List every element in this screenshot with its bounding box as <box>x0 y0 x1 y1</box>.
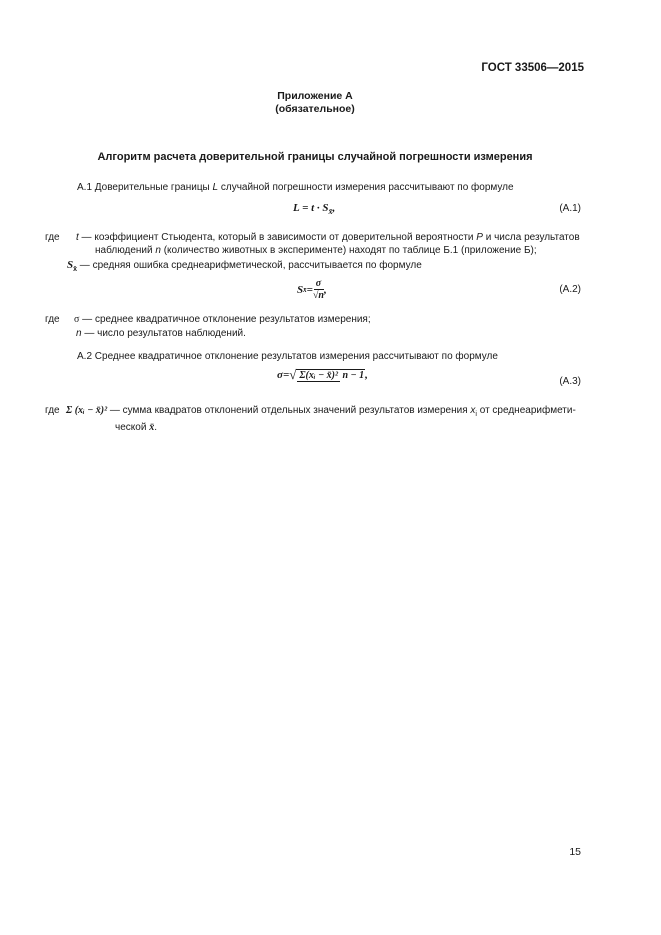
definition-t-text-d: (количество животных в эксперименте) находят по таблице Б.1 (приложение Б); <box>160 245 537 256</box>
definition-s-dash: — <box>77 260 93 271</box>
definition-sum-line1 <box>66 404 591 421</box>
definition-t-symbol: t <box>76 232 79 243</box>
definition-sum-text-d: . <box>154 422 157 433</box>
definition-t-dash: — <box>78 232 95 243</box>
paragraph-a2: А.2 Среднее квадратичное отклонение результатов измерения рассчитывают по формуле <box>77 351 498 362</box>
definition-sigma-dash: — <box>79 314 95 325</box>
definition-sigma-symbol: σ <box>74 314 80 325</box>
formula-a1-sub: x̄ <box>328 207 333 217</box>
definition-sum-xbar: x̄ <box>149 422 155 433</box>
formula-a2-root: √ <box>312 290 319 301</box>
where-label-2: где <box>45 314 60 325</box>
formula-a3-denominator: n − 1 <box>342 369 365 381</box>
definition-sum-symbol: Σ (xᵢ − x̄)² <box>66 405 108 416</box>
equation-number-a2: (А.2) <box>559 284 581 295</box>
standard-number: ГОСТ 33506—2015 <box>481 62 584 74</box>
formula-a1-eq: = <box>299 202 312 214</box>
formula-a3-end: , <box>365 369 368 381</box>
definition-t-text-b: и числа результатов <box>482 232 580 243</box>
definition-t <box>76 231 586 257</box>
definition-sigma-text: среднее квадратичное отклонение результатов измерения; <box>94 314 371 325</box>
formula-a2-numerator: σ <box>315 278 322 289</box>
definition-s <box>67 259 422 276</box>
formula-a1-t: t <box>311 202 315 214</box>
formula-a3-fraction <box>296 369 365 382</box>
formula-a3 <box>277 367 368 383</box>
formula-a2-end: , <box>323 284 327 296</box>
definition-sigma <box>74 313 371 326</box>
definition-n-text: число результатов наблюдений. <box>97 328 246 339</box>
definition-t-line1 <box>76 231 586 244</box>
definition-s-sub: x̄ <box>73 266 78 273</box>
appendix-title-block <box>0 90 630 116</box>
formula-a3-numerator: Σ(xᵢ − x̄)² <box>299 369 338 381</box>
appendix-status: (обязательное) <box>275 103 355 115</box>
definition-sum-line2 <box>66 421 591 434</box>
a1-var-l: L <box>212 182 219 193</box>
formula-a2-denominator <box>313 290 324 302</box>
formula-a1-s: S <box>322 202 329 214</box>
definition-sum-i: i <box>475 411 477 418</box>
definition-s-symbol: S <box>67 259 74 271</box>
definition-sum-text-a: сумма квадратов отклонений отдельных значений результатов измерения <box>122 405 471 416</box>
formula-a1-end: , <box>332 202 336 214</box>
definition-t-text-a: коэффициент Стьюдента, который в зависимости от доверительной вероятности <box>94 232 477 243</box>
where-label-3: где <box>45 405 60 416</box>
paragraph-a1 <box>77 181 514 194</box>
a1-text-pre: А.1 Доверительные границы <box>77 182 213 193</box>
formula-a2 <box>297 278 327 302</box>
section-heading: Алгоритм расчета доверительной границы случайной погрешности измерения <box>97 151 533 163</box>
definition-sum-dash: — <box>107 405 123 416</box>
formula-a1-dot: · <box>314 202 323 214</box>
definition-t-n: n <box>155 245 161 256</box>
formula-a2-fraction <box>313 278 324 302</box>
definition-sum-text-b: от среднеарифмети- <box>476 405 576 416</box>
formula-a1 <box>293 202 335 216</box>
formula-a2-n: n <box>318 290 324 301</box>
equation-number-a3: (А.3) <box>559 376 581 387</box>
formula-a3-eq: = <box>282 369 290 381</box>
formula-a1-lhs: L <box>293 202 300 214</box>
definition-n-dash: — <box>81 328 98 339</box>
appendix-title: Приложение А <box>277 90 353 102</box>
definition-sum-x: x <box>470 405 476 416</box>
definition-t-p: P <box>476 232 483 243</box>
a1-text-post: случайной погрешности измерения рассчитывают по формуле <box>218 182 514 193</box>
where-label-1: где <box>45 232 60 243</box>
definition-n <box>76 327 246 340</box>
definition-t-line2 <box>76 244 586 257</box>
equation-number-a1: (А.1) <box>559 203 581 214</box>
page-number: 15 <box>569 846 581 858</box>
formula-a2-eq: = <box>306 284 313 296</box>
formula-a2-lhs: S <box>297 284 304 296</box>
definition-sum <box>66 404 591 434</box>
formula-a3-lhs: σ <box>277 369 283 381</box>
definition-s-text: средняя ошибка среднеарифметической, рассчитывается по формуле <box>92 260 422 271</box>
definition-n-symbol: n <box>76 328 82 339</box>
definition-sum-text-c: ческой <box>115 422 150 433</box>
formula-a2-sub: x̄ <box>303 286 307 294</box>
formula-a3-root: √ <box>289 367 297 382</box>
definition-t-text-c: наблюдений <box>95 245 156 256</box>
